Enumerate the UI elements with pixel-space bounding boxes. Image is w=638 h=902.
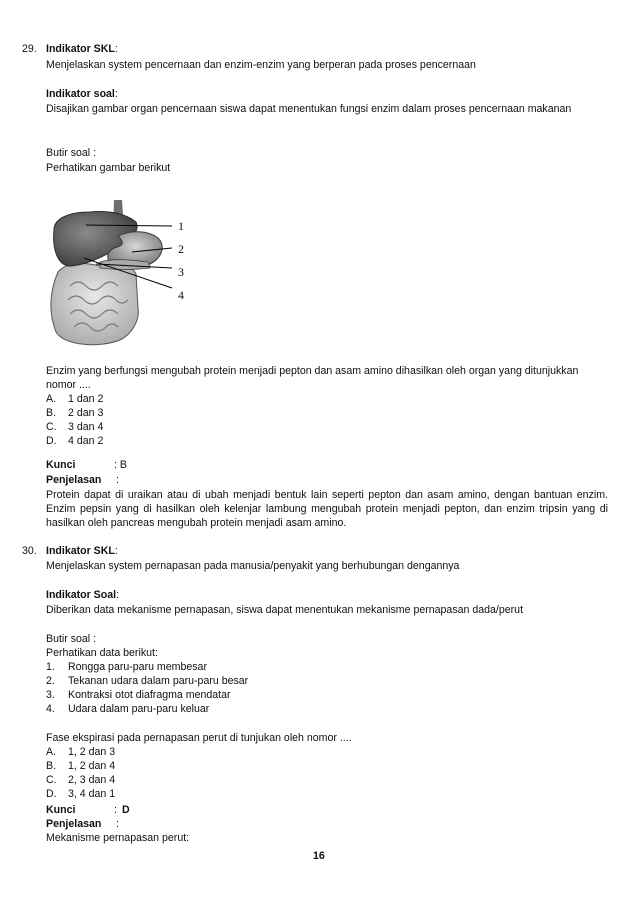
figure-label-3: 3: [178, 265, 184, 279]
q29-options-list: [46, 392, 103, 448]
q30-soal-label: Indikator Soal: [46, 589, 117, 601]
data-item-number: 2.: [46, 675, 55, 687]
figure-label-1: 1: [178, 219, 184, 233]
q30-penjelasan-text: Mekanisme pernapasan perut:: [46, 832, 190, 844]
option-text: 1, 2 dan 4: [68, 760, 116, 772]
q29-skl-text: Menjelaskan system pencernaan dan enzim-enzim yang berperan pada proses pencernaan: [46, 59, 476, 71]
page-number: 16: [313, 850, 325, 862]
q30-skl-heading: [46, 544, 118, 558]
q29-skl-colon: :: [114, 43, 118, 55]
q29-penjelasan-text: Protein dapat di uraikan atau di ubah menjadi bentuk lain seperti pepton dan asam amino, dengan bantuan enzim. Enzim pepsin yang di hasilkan oleh kelenjar lambung mengubah protein menjadi pepton, dan enzim tripsin yang di hasilkan oleh pancreas mengubah protein menjadi asam amino.: [46, 489, 608, 529]
q30-options-list: [46, 745, 115, 801]
option-text: 3 dan 4: [68, 421, 104, 433]
data-item-number: 4.: [46, 703, 55, 715]
q29-option-c: [46, 420, 103, 434]
option-text: 1, 2 dan 3: [68, 746, 116, 758]
question-29-number: 29.: [22, 43, 37, 55]
q29-option-d: [46, 434, 103, 448]
q30-kunci-colon: :: [114, 804, 117, 816]
option-text: 3, 4 dan 1: [68, 788, 116, 800]
q29-kunci-label: Kunci: [46, 459, 76, 471]
q29-soal-heading: [46, 87, 118, 101]
option-letter: D.: [46, 788, 57, 800]
q30-instruction: Perhatikan data berikut:: [46, 647, 158, 659]
q29-butir-label: Butir soal :: [46, 147, 97, 159]
q29-penjelasan-label: Penjelasan: [46, 474, 102, 486]
q29-option-b: [46, 406, 103, 420]
data-item-number: 3.: [46, 689, 55, 701]
q29-kunci-value: : B: [114, 459, 127, 471]
q29-skl-heading: [46, 42, 118, 56]
q30-data-item: [46, 660, 248, 674]
q30-option-d: [46, 787, 115, 801]
q30-skl-label: Indikator SKL: [46, 545, 115, 557]
q30-data-item: [46, 688, 248, 702]
option-letter: A.: [46, 393, 57, 405]
q30-data-item: [46, 702, 248, 716]
q29-option-a: [46, 392, 103, 406]
figure-label-4: 4: [178, 288, 184, 302]
q30-option-a: [46, 745, 115, 759]
q29-instruction: Perhatikan gambar berikut: [46, 162, 171, 174]
q30-soal-text: Diberikan data mekanisme pernapasan, siswa dapat menentukan mekanisme pernapasan dada/perut: [46, 604, 524, 616]
digestive-system-figure: [40, 200, 270, 350]
data-item-text: Tekanan udara dalam paru-paru besar: [68, 675, 249, 687]
q29-question-line1: Enzim yang berfungsi mengubah protein menjadi pepton dan asam amino dihasilkan oleh organ yang ditunjukkan: [46, 365, 579, 377]
q30-data-item: [46, 674, 248, 688]
q30-data-list: [46, 660, 248, 716]
figure-label-2: 2: [178, 242, 184, 256]
option-letter: B.: [46, 407, 57, 419]
q30-soal-heading: [46, 588, 119, 602]
q29-soal-label: Indikator soal: [46, 88, 115, 100]
data-item-text: Rongga paru-paru membesar: [68, 661, 207, 673]
q30-option-b: [46, 759, 115, 773]
q30-butir-label: Butir soal :: [46, 633, 97, 645]
option-letter: C.: [46, 774, 57, 786]
q29-question-line2: nomor ....: [46, 379, 91, 391]
option-text: 2 dan 3: [68, 407, 104, 419]
data-item-number: 1.: [46, 661, 55, 673]
q30-kunci-label: Kunci: [46, 804, 76, 816]
option-text: 1 dan 2: [68, 393, 104, 405]
q30-kunci-value: D: [122, 804, 130, 816]
option-letter: B.: [46, 760, 57, 772]
data-item-text: Kontraksi otot diafragma mendatar: [68, 689, 231, 701]
q30-soal-colon: :: [116, 589, 120, 601]
q30-skl-colon: :: [114, 545, 118, 557]
data-item-text: Udara dalam paru-paru keluar: [68, 703, 210, 715]
option-letter: A.: [46, 746, 57, 758]
option-text: 2, 3 dan 4: [68, 774, 116, 786]
question-30-number: 30.: [22, 545, 37, 557]
q30-option-c: [46, 773, 115, 787]
q29-soal-text: Disajikan gambar organ pencernaan siswa dapat menentukan fungsi enzim dalam proses pencernaan makanan: [46, 103, 572, 115]
q30-question: Fase ekspirasi pada pernapasan perut di tunjukan oleh nomor ....: [46, 732, 352, 744]
q30-penjelasan-colon: :: [116, 818, 119, 830]
q29-soal-colon: :: [114, 88, 118, 100]
q29-penjelasan-colon: :: [116, 474, 119, 486]
q30-penjelasan-label: Penjelasan: [46, 818, 102, 830]
option-text: 4 dan 2: [68, 435, 104, 447]
option-letter: D.: [46, 435, 57, 447]
q30-skl-text: Menjelaskan system pernapasan pada manusia/penyakit yang berhubungan dengannya: [46, 560, 460, 572]
option-letter: C.: [46, 421, 57, 433]
q29-skl-label: Indikator SKL: [46, 43, 115, 55]
